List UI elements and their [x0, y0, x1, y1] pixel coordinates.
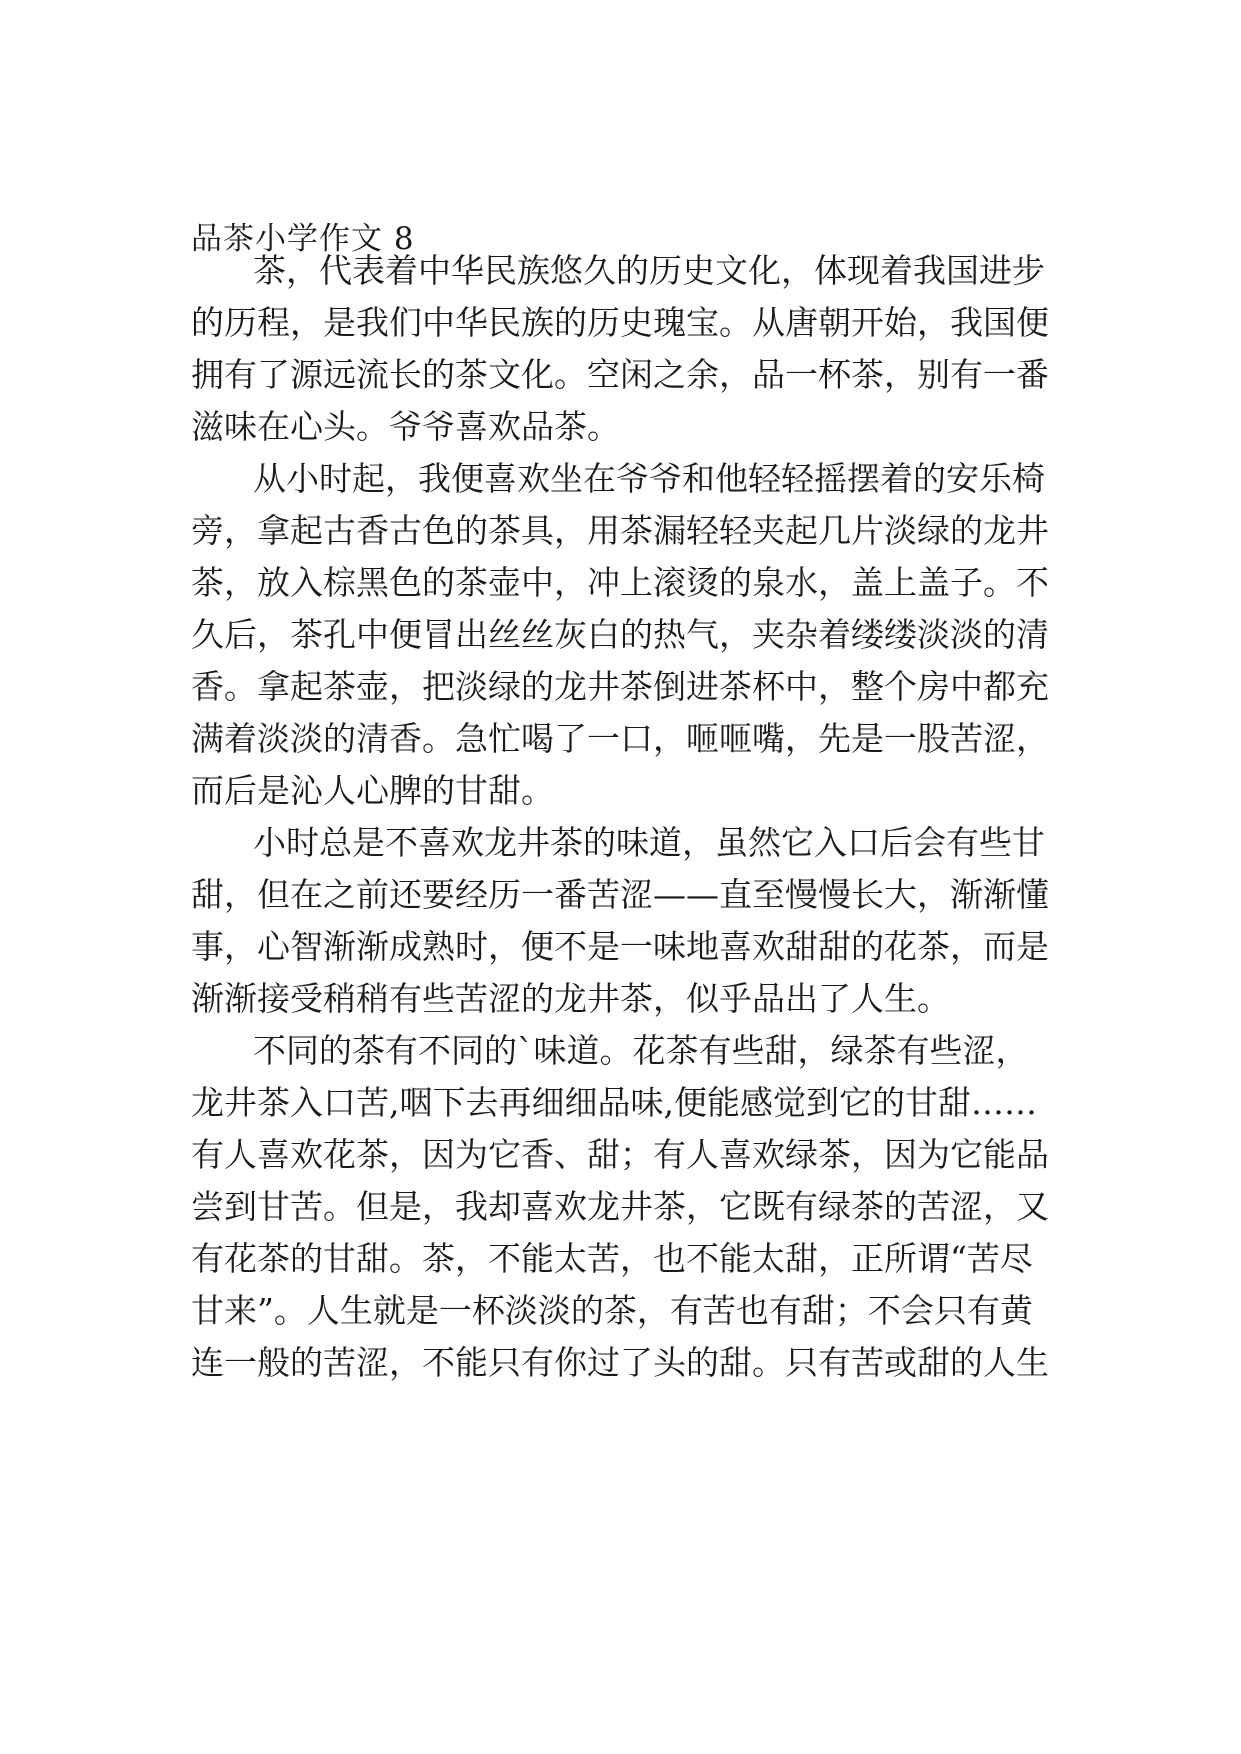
paragraph-2-line-7: 而后是沁人心脾的甘甜。 — [191, 771, 554, 810]
document-title: 品茶小学作文 8 — [191, 221, 415, 257]
paragraph-4-line-4: 尝到甘苦。但是，我却喜欢龙井茶，它既有绿茶的苦涩，又 — [191, 1187, 1049, 1226]
paragraph-4-line-2: 龙井茶入口苦,咽下去再细细品味,便能感觉到它的甘甜…… — [191, 1083, 1037, 1122]
paragraph-2-line-1: 从小时起，我便喜欢坐在爷爷和他轻轻摇摆着的安乐椅 — [253, 459, 1045, 498]
paragraph-2-line-2: 旁，拿起古香古色的茶具，用茶漏轻轻夹起几片淡绿的龙井 — [191, 511, 1049, 550]
paragraph-4-line-5: 有花茶的甘甜。茶，不能太苦，也不能太甜，正所谓“苦尽 — [191, 1239, 1033, 1278]
paragraph-4-line-3: 有人喜欢花茶，因为它香、甜；有人喜欢绿茶，因为它能品 — [191, 1135, 1049, 1174]
paragraph-3-line-1: 小时总是不喜欢龙井茶的味道，虽然它入口后会有些甘 — [253, 823, 1045, 862]
paragraph-4-line-7: 连一般的苦涩，不能只有你过了头的甜。只有苦或甜的人生 — [191, 1343, 1049, 1382]
paragraph-2-line-4: 久后，茶孔中便冒出丝丝灰白的热气，夹杂着缕缕淡淡的清 — [191, 615, 1049, 654]
paragraph-1-line-2: 的历程，是我们中华民族的历史瑰宝。从唐朝开始，我国便 — [191, 303, 1049, 342]
paragraph-1-line-1: 茶，代表着中华民族悠久的历史文化，体现着我国进步 — [253, 251, 1045, 290]
paragraph-2-line-5: 香。拿起茶壶，把淡绿的龙井茶倒进茶杯中，整个房中都充 — [191, 667, 1049, 706]
paragraph-4-line-6: 甘来”。人生就是一杯淡淡的茶，有苦也有甜；不会只有黄 — [191, 1291, 1033, 1330]
paragraph-3-line-2: 甜，但在之前还要经历一番苦涩——直至慢慢长大，渐渐懂 — [191, 875, 1049, 914]
paragraph-3-line-3: 事，心智渐渐成熟时，便不是一味地喜欢甜甜的花茶，而是 — [191, 927, 1049, 966]
paragraph-2-line-6: 满着淡淡的清香。急忙喝了一口，咂咂嘴，先是一股苦涩， — [191, 719, 1049, 758]
paragraph-3-line-4: 渐渐接受稍稍有些苦涩的龙井茶，似乎品出了人生。 — [191, 979, 950, 1018]
paragraph-2-line-3: 茶，放入棕黑色的茶壶中，冲上滚烫的泉水，盖上盖子。不 — [191, 563, 1049, 602]
paragraph-4-line-1: 不同的茶有不同的`味道。花茶有些甜，绿茶有些涩， — [253, 1031, 1029, 1070]
paragraph-1-line-3: 拥有了源远流长的茶文化。空闲之余，品一杯茶，别有一番 — [191, 355, 1049, 394]
paragraph-1-line-4: 滋味在心头。爷爷喜欢品茶。 — [191, 407, 620, 446]
